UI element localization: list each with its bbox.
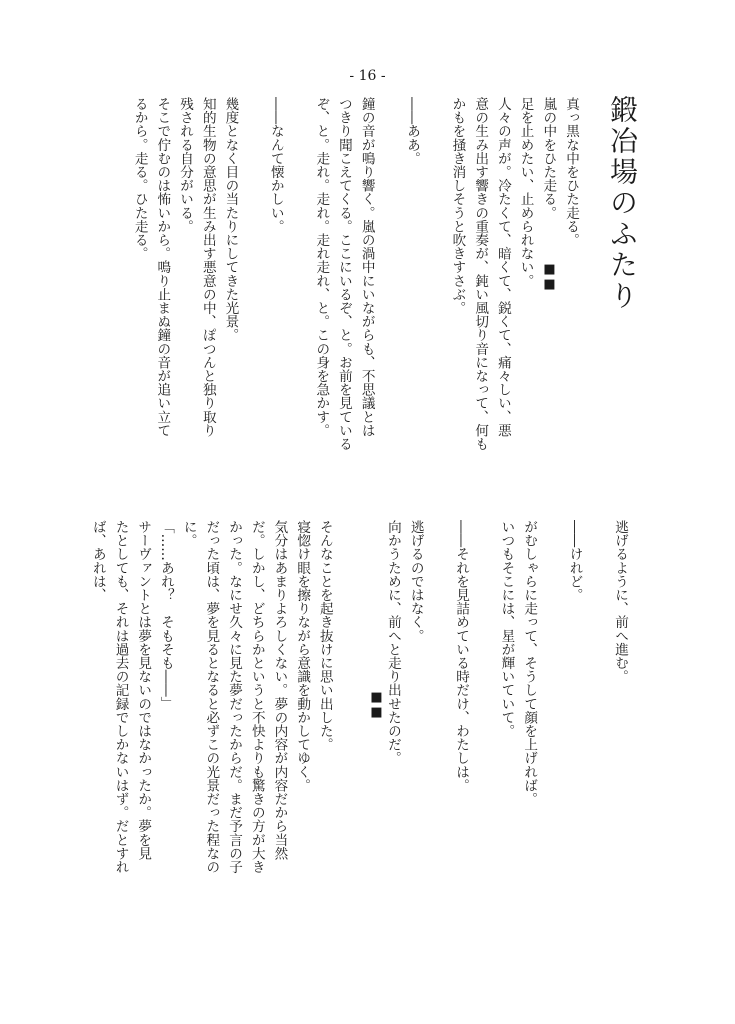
text-line: 寝惚け眼を擦りながら意識を動かしてゆく。	[294, 520, 311, 792]
text-line: るから。走る。ひた走る。	[131, 97, 148, 261]
text-line: ――けれど。	[566, 520, 583, 602]
text-line: 知的生物の意思が生み出す悪意の中、ぽつんと独り取り	[199, 97, 216, 437]
text-line: 真っ黒な中をひた走る。	[563, 97, 579, 247]
text-line	[586, 520, 609, 950]
text-line: ぞ、と。走れ。走れ。走れ走れ、と。この身を急かす。	[313, 97, 330, 437]
text-line: 気分はあまりよろしくない。夢の内容が内容だから当然	[271, 520, 288, 860]
text-line: つきり聞こえてくる。ここにいるぞ、と。お前を見ている	[335, 97, 352, 451]
lower-text-block	[89, 520, 631, 950]
text-line: だ。しかし、どちらかというと不快よりも驚きの方が大き	[248, 520, 265, 874]
text-line: 「……あれ？ そもそも――」	[157, 520, 174, 711]
text-line: ――それを見詰めている時だけ、わたしは。	[453, 520, 470, 792]
page-number: - 16 -	[349, 68, 386, 84]
text-line: かもを掻き消しそうと吹きすさぶ。	[449, 97, 466, 315]
section-mark-2: ■■	[369, 690, 384, 720]
text-line	[378, 97, 401, 492]
text-line: 人々の声が。冷たくて、暗くて、鋭くて、痛々しい、悪	[494, 97, 511, 437]
upper-text-block	[120, 97, 582, 492]
text-line	[336, 520, 359, 950]
text-line: ば、あれは、	[89, 520, 106, 602]
text-line: 逃げるのではなく。	[407, 520, 424, 643]
text-line	[472, 520, 495, 950]
text-line	[540, 520, 563, 950]
text-line	[427, 520, 450, 950]
chapter-title: 鍛冶場のふたり	[606, 95, 639, 312]
text-line: だった頃は、夢を見るとなると必ずこの光景だった程なの	[203, 520, 220, 874]
text-line: 足を止めたい、止められない。	[517, 97, 534, 288]
text-line	[423, 97, 446, 492]
text-line: ――ああ。	[404, 97, 421, 165]
text-line: たとしても、それは過去の記録でしかないはず。だとすれ	[112, 520, 129, 874]
text-line: そんなことを起き抜けに思い出した。	[316, 520, 333, 752]
text-line: に。	[180, 520, 197, 548]
text-line: 逃げるように、前へ進む。	[612, 520, 628, 684]
text-line: 残される自分がいる。	[177, 97, 194, 233]
text-line: いつもそこには、星が輝いていて。	[498, 520, 515, 738]
text-line: ――なんて懐かしい。	[267, 97, 284, 233]
text-line	[359, 520, 382, 950]
text-line: 鐘の音が鳴り響く。嵐の渦中にいながらも、不思議とは	[358, 97, 375, 437]
text-line: そこで佇むのは怖いから。鳴り止まぬ鐘の音が追い立て	[154, 97, 171, 437]
text-line: サーヴァントとは夢を見ないのではなかったか。夢を見	[135, 520, 152, 860]
text-line: かった。なにせ久々に見た夢だったからだ。まだ予言の子	[226, 520, 243, 874]
section-mark-1: ■■	[542, 262, 557, 292]
text-line	[241, 97, 264, 492]
text-line: 意の生み出す響きの重奏が、鈍い風切り音になって、何も	[472, 97, 489, 451]
text-line: 幾度となく目の当たりにしてきた光景。	[222, 97, 239, 342]
text-line: 向かうために、前へと走り出せたのだ。	[384, 520, 401, 765]
text-line	[287, 97, 310, 492]
text-line: 嵐の中をひた走る。	[540, 97, 557, 220]
text-line: がむしゃらに走って、そうして顔を上げれば。	[521, 520, 538, 806]
